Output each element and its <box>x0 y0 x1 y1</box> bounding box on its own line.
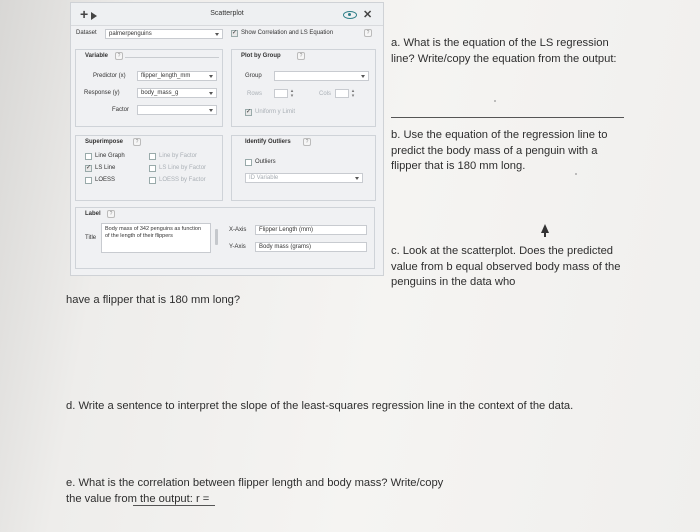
line-by-factor-label: Line by Factor <box>159 153 198 159</box>
loess-by-factor-checkbox[interactable] <box>149 177 156 184</box>
predictor-value: flipper_length_mm <box>141 73 191 79</box>
ls-line-checkbox[interactable]: ✓ <box>86 165 92 171</box>
dataset-label: Dataset <box>76 30 97 36</box>
scatterplot-app-panel <box>70 2 384 276</box>
uniform-y-checkbox[interactable]: ✓ <box>246 109 252 115</box>
chevron-down-icon <box>209 109 213 112</box>
factor-select[interactable] <box>137 105 217 115</box>
variable-header: Variable <box>85 53 109 59</box>
xaxis-label: X-Axis <box>229 227 247 233</box>
yaxis-input[interactable] <box>255 242 367 252</box>
loess-by-factor-label: LOESS by Factor <box>159 177 206 183</box>
resize-handle[interactable] <box>215 229 218 245</box>
title-label: Title <box>85 235 97 241</box>
line-graph-checkbox[interactable] <box>85 153 92 160</box>
group-label: Group <box>245 73 262 79</box>
title-textarea[interactable]: Body mass of 342 penguins as function of the length of their flippers <box>101 223 211 253</box>
response-select[interactable] <box>137 88 217 98</box>
question-d: d. Write a sentence to interpret the slope of the least-squares regression line in the context of the data. <box>66 400 574 412</box>
loess-label: LOESS <box>95 177 116 183</box>
id-variable-select[interactable] <box>245 173 363 183</box>
plot-by-group-header: Plot by Group <box>241 53 281 59</box>
rows-spinner-icon[interactable]: ▴ ▾ <box>290 88 294 99</box>
factor-label: Factor <box>112 107 130 113</box>
question-c-continued: have a flipper that is 180 mm long? <box>66 294 241 306</box>
eye-icon[interactable] <box>343 11 357 19</box>
close-icon[interactable]: ✕ <box>363 9 373 21</box>
plot-by-group-section <box>231 49 376 127</box>
uniform-y-label: Uniform y Limit <box>255 109 296 115</box>
cols-spinner-icon[interactable]: ▴ ▾ <box>351 88 355 99</box>
help-icon[interactable]: ? <box>303 138 311 146</box>
cols-label: Cols <box>319 91 332 97</box>
dataset-select[interactable] <box>105 29 223 39</box>
predictor-label: Predictor (x) <box>93 73 126 79</box>
chevron-down-icon <box>355 177 359 180</box>
divider <box>125 57 219 58</box>
help-icon[interactable]: ? <box>364 29 372 37</box>
ls-line-by-factor-checkbox[interactable] <box>149 165 156 172</box>
rows-input[interactable] <box>274 89 288 98</box>
answer-line-e[interactable] <box>133 505 215 506</box>
dot-mark <box>494 100 496 102</box>
chevron-down-icon <box>209 92 213 95</box>
line-by-factor-checkbox[interactable] <box>149 153 156 160</box>
rows-label: Rows <box>247 91 263 97</box>
predictor-select[interactable] <box>137 71 217 81</box>
help-icon[interactable]: ? <box>115 52 123 60</box>
superimpose-header: Superimpose <box>85 139 124 145</box>
question-e: e. What is the correlation between flipper length and body mass? Write/copy the value from the output: r = <box>66 477 444 505</box>
question-c: c. Look at the scatterplot. Does the predicted value from b equal observed body mass of the penguins in the data who <box>391 245 621 288</box>
outliers-header: Identify Outliers <box>245 139 291 145</box>
dot-mark <box>575 173 577 175</box>
title-bar <box>71 3 383 26</box>
xaxis-value: Flipper Length (mm) <box>259 227 314 233</box>
show-correlation-checkbox[interactable]: ✓ <box>232 30 238 36</box>
response-label: Response (y) <box>84 90 120 96</box>
yaxis-value: Body mass (grams) <box>259 244 312 250</box>
chevron-down-icon <box>361 75 365 78</box>
cols-input[interactable] <box>335 89 349 98</box>
app-title: Scatterplot <box>210 10 244 17</box>
question-a: a. What is the equation of the LS regression line? Write/copy the equation from the output: <box>391 37 617 65</box>
line-graph-label: Line Graph <box>95 153 125 159</box>
ls-line-label: LS Line <box>95 165 116 171</box>
question-b: b. Use the equation of the regression line to predict the body mass of a penguin with a flipper that is 180 mm long. <box>391 129 608 172</box>
label-header: Label <box>85 211 101 217</box>
answer-line-a[interactable] <box>391 117 624 118</box>
group-select[interactable] <box>274 71 369 81</box>
help-icon[interactable]: ? <box>107 210 115 218</box>
chevron-down-icon <box>209 75 213 78</box>
help-icon[interactable]: ? <box>297 52 305 60</box>
dataset-value: palmerpenguins <box>109 31 152 37</box>
response-value: body_mass_g <box>141 90 179 96</box>
loess-checkbox[interactable] <box>85 177 92 184</box>
ls-line-by-factor-label: LS Line by Factor <box>159 165 207 171</box>
outliers-label: Outliers <box>255 159 276 165</box>
xaxis-input[interactable] <box>255 225 367 235</box>
chevron-down-icon <box>215 33 219 36</box>
show-correlation-label: Show Correlation and LS Equation <box>241 30 334 36</box>
outliers-checkbox[interactable] <box>245 159 252 166</box>
yaxis-label: Y-Axis <box>229 244 246 250</box>
add-icon[interactable]: + <box>80 6 89 22</box>
id-variable-placeholder: ID Variable <box>249 175 279 181</box>
help-icon[interactable]: ? <box>133 138 141 146</box>
mouse-cursor-icon <box>541 224 549 233</box>
